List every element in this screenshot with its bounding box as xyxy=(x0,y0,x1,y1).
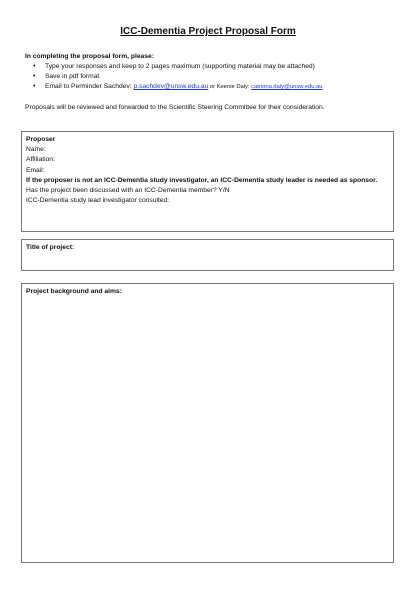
instructions-section xyxy=(25,52,395,92)
email-prefix-text: Email to Perminder Sachdev: xyxy=(45,83,134,90)
discussed-question: Has the project been discussed with an ICC-Dementia member? Y/N xyxy=(26,187,230,195)
project-background-label: Project background and aims: xyxy=(26,288,122,295)
email-middle-text: or Keenie Daly: xyxy=(208,84,252,90)
sponsor-note: If the proposer is not an ICC-Dementia study investigator, an ICC-Dementia study leader is needed as sponsor. xyxy=(26,176,378,184)
review-notice: Proposals will be reviewed and forwarded to the Scientific Steering Committee for their consideration. xyxy=(25,104,325,111)
name-label: Name: xyxy=(26,146,46,154)
instruction-item-email xyxy=(45,82,395,92)
lead-consulted-label: ICC-Dementia study lead investigator consulted: xyxy=(26,197,170,205)
proposer-box[interactable] xyxy=(21,131,394,232)
instruction-item-length: • Type your responses and keep to 2 pages maximum (supporting material may be attached) xyxy=(45,62,395,72)
proposer-heading: Proposer xyxy=(26,136,56,143)
project-title-label: Title of project: xyxy=(26,244,75,251)
project-title-box[interactable] xyxy=(21,239,394,271)
daly-email-link[interactable]: catriona.daly@unsw.edu.au xyxy=(251,84,323,90)
project-background-box[interactable] xyxy=(21,283,394,563)
instructions-list xyxy=(25,62,395,92)
form-title: ICC-Dementia Project Proposal Form xyxy=(120,26,296,37)
instruction-item-format: • Save in pdf format xyxy=(45,72,395,82)
email-label: Email: xyxy=(26,166,45,174)
sachdev-email-link[interactable]: p.sachdev@unsw.edu.au xyxy=(133,83,209,90)
instructions-heading: In completing the proposal form, please: xyxy=(25,53,154,60)
affiliation-label: Affiliation: xyxy=(26,156,55,164)
